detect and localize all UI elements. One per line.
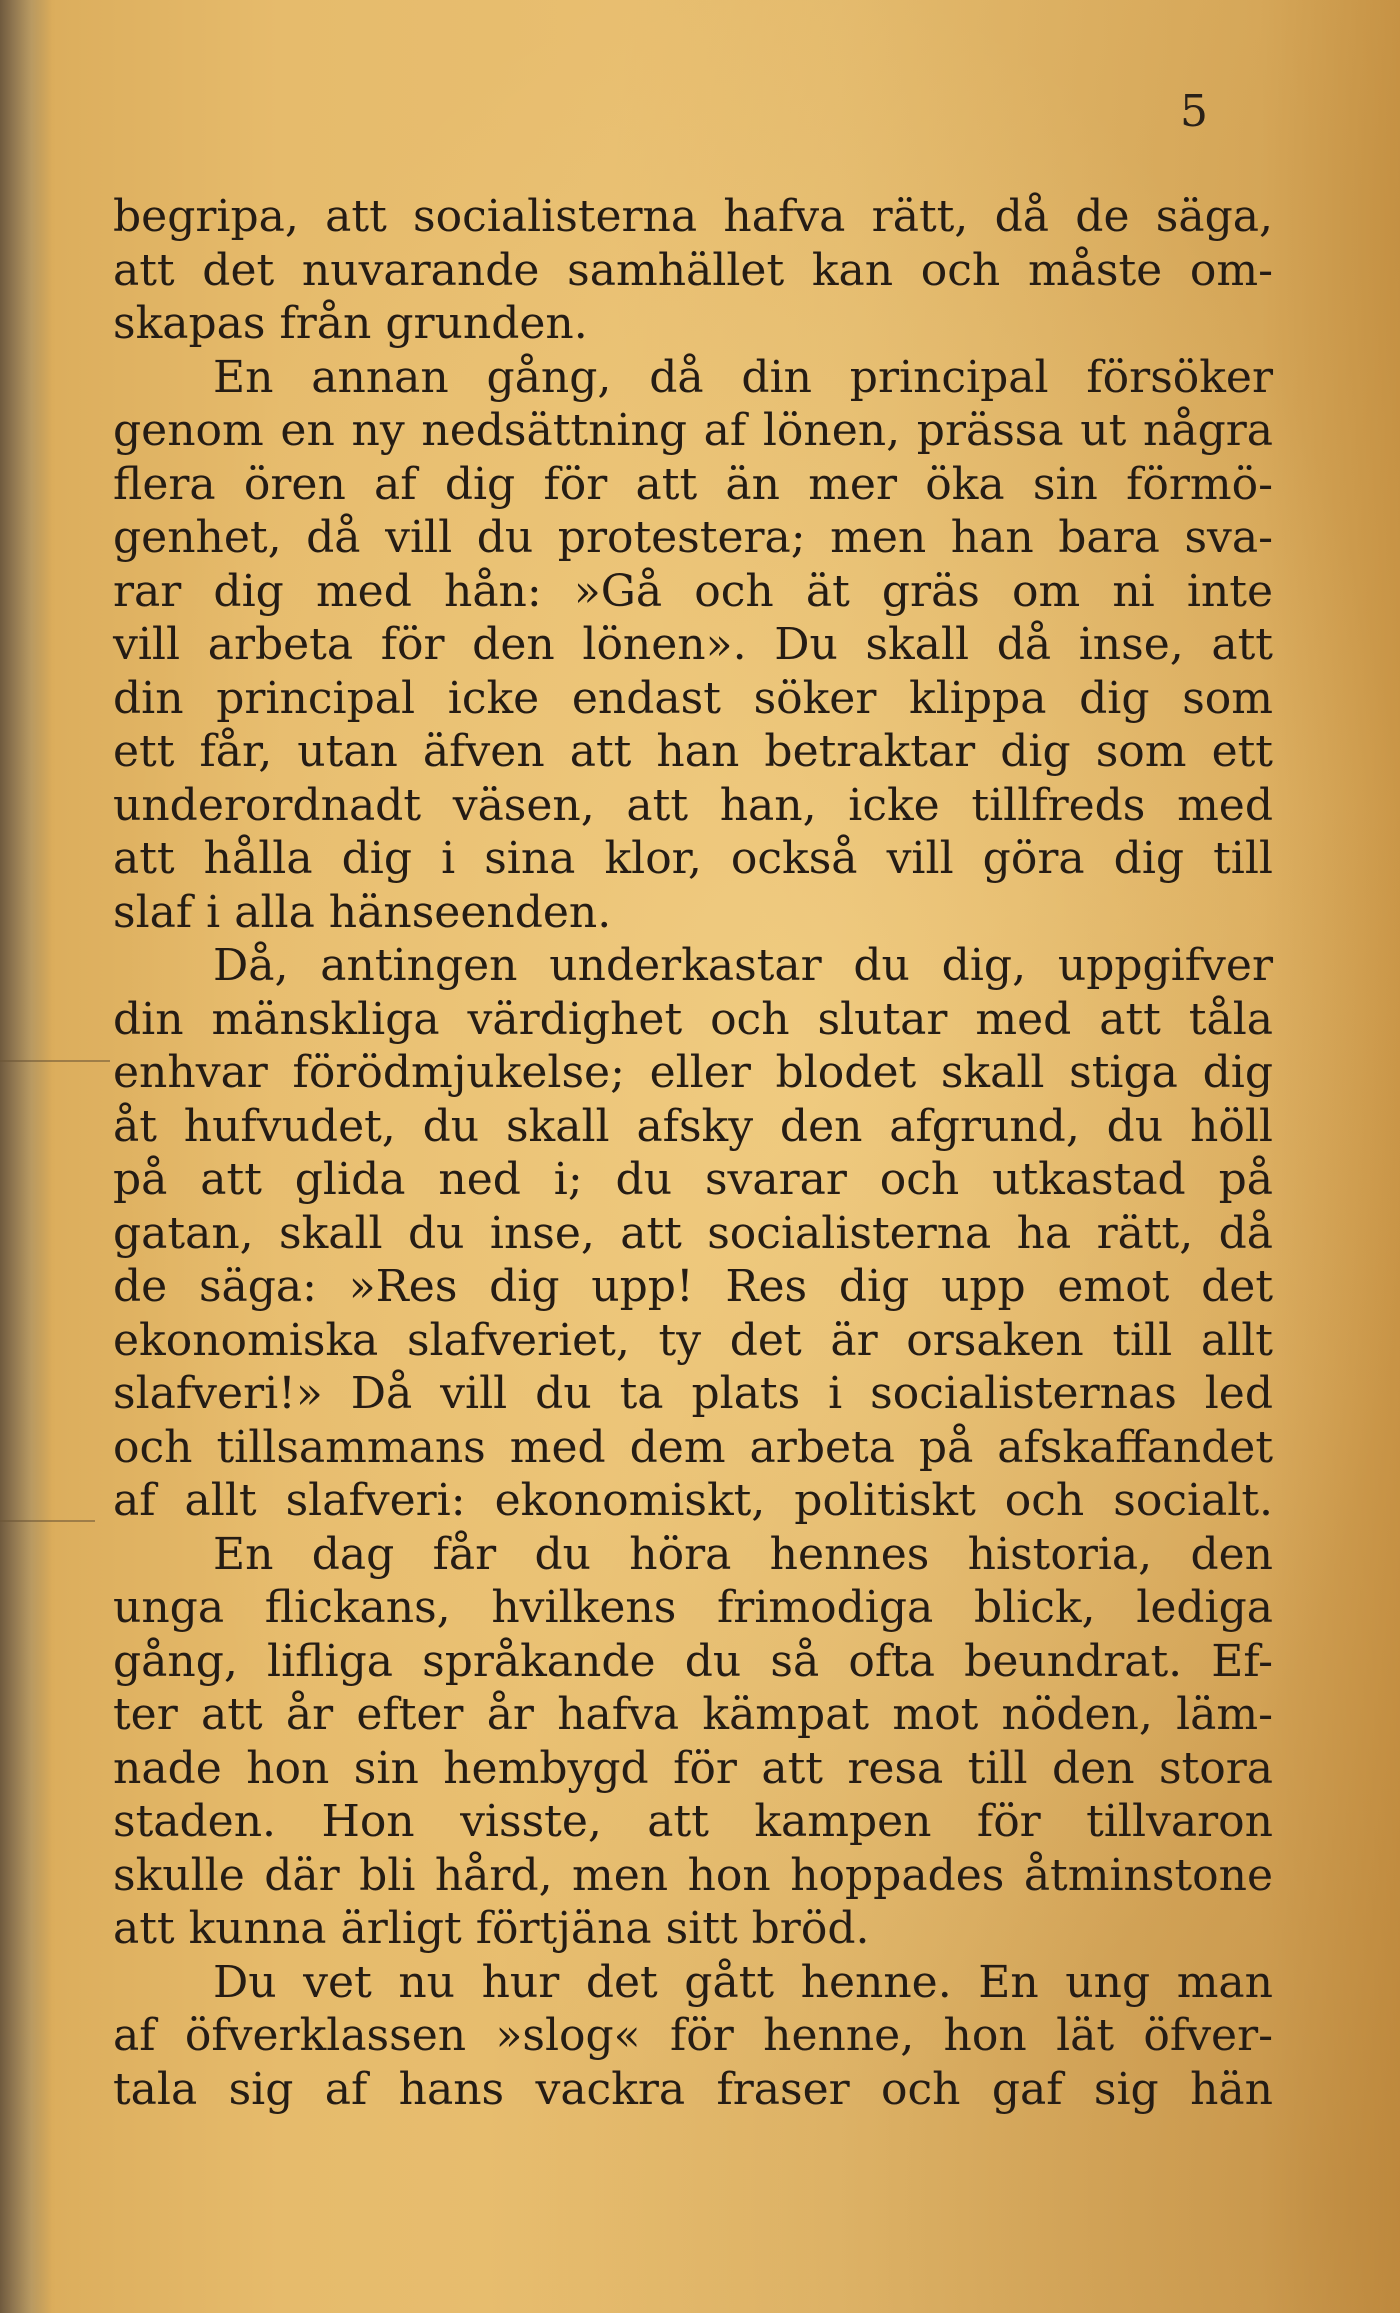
page-binding-edge (0, 0, 52, 2313)
text-line: underordnadt väsen, att han, icke tillfreds med (113, 779, 1273, 831)
text-line: staden. Hon visste, att kampen för tillvaron (113, 1796, 1273, 1847)
text-line: Då, antingen underkastar du dig, uppgifver (213, 940, 1273, 991)
text-line: slaf i alla hänseenden. (113, 886, 612, 938)
text-line: och tillsammans med dem arbeta på afskaffandet (113, 1421, 1273, 1473)
text-line: att kunna ärligt förtjäna sitt bröd. (113, 1903, 870, 1954)
text-line: genhet, då vill du protestera; men han bara sva- (113, 512, 1273, 563)
body-text (113, 190, 1273, 2116)
text-line: En annan gång, då din principal försöker (213, 351, 1273, 403)
text-line: de säga: »Res dig upp! Res dig upp emot det (113, 1261, 1273, 1312)
text-line: ekonomiska slafveriet, ty det är orsaken till allt (113, 1314, 1273, 1366)
text-line: begripa, att socialisterna hafva rätt, då de säga, (113, 191, 1273, 242)
text-line: vill arbeta för den lönen». Du skall då inse, att (113, 619, 1273, 670)
text-line: att det nuvarande samhället kan och måste om- (113, 244, 1273, 296)
text-line: skulle där bli hård, men hon hoppades åtminstone (113, 1849, 1273, 1901)
text-line: Du vet nu hur det gått henne. En ung man (213, 1956, 1273, 2008)
text-line: rar dig med hån: »Gå och ät gräs om ni inte (113, 565, 1273, 617)
margin-pencil-mark (0, 1520, 95, 1522)
text-line: ter att år efter år hafva kämpat mot nöden, läm- (113, 1689, 1273, 1740)
page-number: 5 (1180, 86, 1208, 137)
margin-pencil-mark (0, 1060, 110, 1062)
text-line: ett får, utan äfven att han betraktar dig som ett (113, 726, 1273, 777)
text-line: din mänskliga värdighet och slutar med att tåla (113, 993, 1273, 1045)
text-line: slafveri!» Då vill du ta plats i socialisternas led (113, 1368, 1273, 1419)
text-line: din principal icke endast söker klippa dig som (113, 672, 1273, 724)
text-line: flera ören af dig för att än mer öka sin förmö- (113, 458, 1273, 510)
text-line: nade hon sin hembygd för att resa till den stora (113, 1742, 1273, 1794)
text-line: gatan, skall du inse, att socialisterna ha rätt, då (113, 1207, 1273, 1259)
text-line: unga flickans, hvilkens frimodiga blick, lediga (113, 1582, 1273, 1633)
text-line: gång, lifliga språkande du så ofta beundrat. Ef- (113, 1635, 1273, 1687)
text-line: att hålla dig i sina klor, också vill göra dig till (113, 833, 1273, 884)
text-line: på att glida ned i; du svarar och utkastad på (113, 1154, 1273, 1205)
text-line: åt hufvudet, du skall afsky den afgrund, du höll (113, 1100, 1273, 1152)
text-line: genom en ny nedsättning af lönen, prässa ut några (113, 405, 1273, 456)
text-line: En dag får du höra hennes historia, den (213, 1528, 1273, 1580)
text-line: af allt slafveri: ekonomiskt, politiskt och socialt. (113, 1475, 1273, 1526)
text-line: tala sig af hans vackra fraser och gaf sig hän (113, 2063, 1273, 2115)
text-line: enhvar förödmjukelse; eller blodet skall stiga dig (113, 1047, 1273, 1098)
text-line: skapas från grunden. (113, 298, 588, 349)
text-line: af öfverklassen »slog« för henne, hon lät öfver- (113, 2010, 1273, 2061)
